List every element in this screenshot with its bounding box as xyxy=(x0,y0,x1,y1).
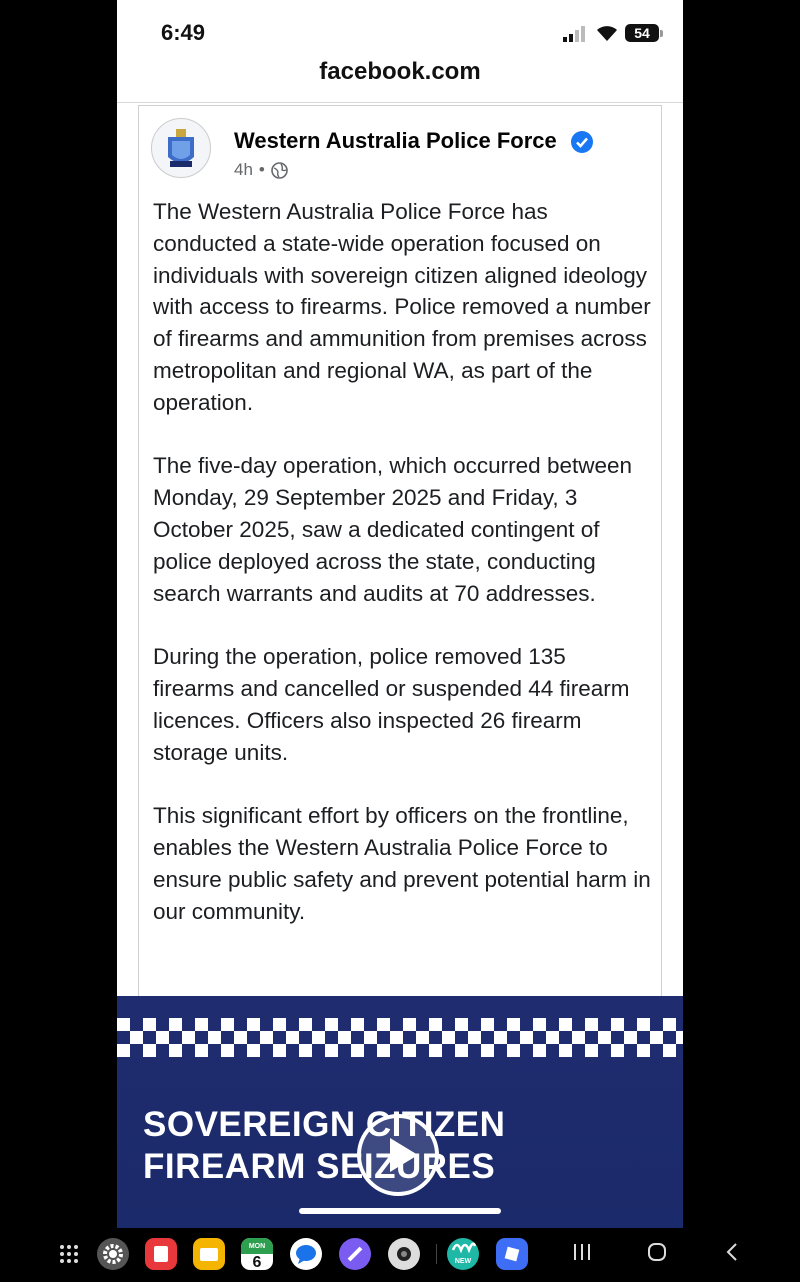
checker-square xyxy=(390,1031,403,1044)
checker-square xyxy=(663,1044,676,1057)
checker-square xyxy=(624,1031,637,1044)
camera-app-icon[interactable] xyxy=(388,1238,420,1270)
checker-square xyxy=(234,1031,247,1044)
checker-square xyxy=(156,1031,169,1044)
checker-square xyxy=(273,1018,286,1031)
page-name[interactable]: Western Australia Police Force xyxy=(234,128,557,153)
urlbar-divider xyxy=(117,102,683,103)
checker-square xyxy=(169,1018,182,1031)
battery-tip xyxy=(660,30,663,37)
checker-square xyxy=(377,1018,390,1031)
checker-square xyxy=(559,1044,572,1057)
post-paragraph: The five-day operation, which occurred between Monday, 29 September 2025 and Friday, 3 October 2025, saw a dedicated contingent of police deployed across the state, conducting search warrants and audits at 70 addresses. xyxy=(153,453,633,606)
post-time[interactable]: 4h xyxy=(234,160,253,179)
facebook-post xyxy=(138,105,662,1006)
checker-square xyxy=(533,1018,546,1031)
checker-square xyxy=(468,1031,481,1044)
checker-square xyxy=(299,1044,312,1057)
wifi-icon xyxy=(595,24,619,42)
checker-square xyxy=(117,1018,130,1031)
checker-square xyxy=(338,1031,351,1044)
video-title xyxy=(143,1104,505,1188)
post-paragraph: This significant effort by officers on the frontline, enables the Western Australia Police Force to ensure public safety and prevent potential harm in our community. xyxy=(153,803,651,924)
checker-square xyxy=(663,1018,676,1031)
checker-square xyxy=(455,1018,468,1031)
checker-square xyxy=(403,1044,416,1057)
files-app-icon[interactable] xyxy=(193,1238,225,1270)
checker-square xyxy=(442,1031,455,1044)
post-body xyxy=(153,196,653,959)
checker-square xyxy=(494,1031,507,1044)
checker-square xyxy=(286,1031,299,1044)
calendar-day: MON xyxy=(241,1238,273,1254)
checker-square xyxy=(455,1044,468,1057)
abc-news-app-icon[interactable] xyxy=(447,1238,479,1270)
play-button[interactable] xyxy=(357,1114,439,1196)
checker-square xyxy=(572,1031,585,1044)
home-button-icon[interactable] xyxy=(646,1240,670,1264)
checker-square xyxy=(130,1031,143,1044)
checker-square xyxy=(195,1044,208,1057)
post-paragraph: The Western Australia Police Force has conducted a state-wide operation focused on individuals with sovereign citizen aligned ideology with access to firearms. Police removed a number of firearms and ammunition from premises across metropolitan and regional WA, as part of the operation. xyxy=(153,199,651,415)
checker-square xyxy=(481,1018,494,1031)
status-time: 6:49 xyxy=(161,20,206,45)
battery-icon: 54 xyxy=(625,24,659,42)
video-title-line1: SOVEREIGN CITIZEN xyxy=(143,1105,506,1144)
post-video[interactable] xyxy=(117,996,683,1228)
android-nav-bar xyxy=(0,1228,800,1280)
police-crest-icon xyxy=(152,119,210,177)
checker-square xyxy=(247,1044,260,1057)
settings-app-icon[interactable] xyxy=(97,1238,129,1270)
calendar-app-icon[interactable] xyxy=(241,1238,273,1270)
checker-square xyxy=(312,1031,325,1044)
checker-square xyxy=(481,1044,494,1057)
roblox-app-icon[interactable] xyxy=(496,1238,528,1270)
checker-square xyxy=(377,1044,390,1057)
checker-square xyxy=(260,1031,273,1044)
checker-square xyxy=(585,1018,598,1031)
checker-square xyxy=(416,1031,429,1044)
phone-screen xyxy=(117,0,683,1228)
checkered-band xyxy=(117,1018,683,1058)
home-indicator[interactable] xyxy=(299,1208,501,1214)
checker-square xyxy=(533,1044,546,1057)
checker-square xyxy=(611,1018,624,1031)
status-bar xyxy=(117,0,683,62)
checker-square xyxy=(559,1018,572,1031)
calendar-date: 6 xyxy=(252,1254,262,1271)
page-avatar[interactable] xyxy=(151,118,211,178)
checker-square xyxy=(143,1018,156,1031)
checker-square xyxy=(169,1044,182,1057)
globe-icon xyxy=(271,162,288,179)
browser-app-icon[interactable] xyxy=(339,1238,371,1270)
checker-square xyxy=(429,1018,442,1031)
post-meta xyxy=(234,160,288,180)
checker-square xyxy=(247,1018,260,1031)
notes-app-icon[interactable] xyxy=(145,1238,177,1270)
post-paragraph: During the operation, police removed 135 firearms and cancelled or suspended 44 firearm licences. Officers also inspected 26 firearm storage units. xyxy=(153,644,630,765)
checker-square xyxy=(221,1044,234,1057)
checker-square xyxy=(585,1044,598,1057)
checker-square xyxy=(117,1044,130,1057)
checker-square xyxy=(182,1031,195,1044)
checker-square xyxy=(299,1018,312,1031)
checker-square xyxy=(676,1031,683,1044)
checker-square xyxy=(143,1044,156,1057)
checker-square xyxy=(273,1044,286,1057)
dock-separator xyxy=(436,1244,437,1264)
verified-badge-icon xyxy=(571,131,593,153)
news-label: NEW xyxy=(454,1258,472,1265)
back-button-icon[interactable] xyxy=(722,1240,742,1264)
signal-icon xyxy=(563,26,589,42)
checker-square xyxy=(325,1044,338,1057)
checker-square xyxy=(611,1044,624,1057)
checker-square xyxy=(325,1018,338,1031)
checker-square xyxy=(429,1044,442,1057)
checker-square xyxy=(650,1031,663,1044)
checker-square xyxy=(546,1031,559,1044)
checker-square xyxy=(221,1018,234,1031)
checker-square xyxy=(507,1018,520,1031)
checker-square xyxy=(195,1018,208,1031)
page-name-row xyxy=(234,128,593,154)
checker-square xyxy=(403,1018,416,1031)
meta-separator: • xyxy=(258,160,265,179)
video-title-line2: FIREARM SEIZURES xyxy=(143,1147,496,1186)
checker-square xyxy=(598,1031,611,1044)
checker-square xyxy=(208,1031,221,1044)
checker-square xyxy=(351,1044,364,1057)
app-drawer-icon[interactable] xyxy=(59,1244,79,1264)
browser-url[interactable]: facebook.com xyxy=(319,58,481,85)
recents-button-icon[interactable] xyxy=(572,1240,592,1264)
checker-square xyxy=(637,1018,650,1031)
checker-square xyxy=(520,1031,533,1044)
checker-square xyxy=(364,1031,377,1044)
messages-app-icon[interactable] xyxy=(290,1238,322,1270)
checker-square xyxy=(637,1044,650,1057)
checker-square xyxy=(507,1044,520,1057)
checker-square xyxy=(351,1018,364,1031)
